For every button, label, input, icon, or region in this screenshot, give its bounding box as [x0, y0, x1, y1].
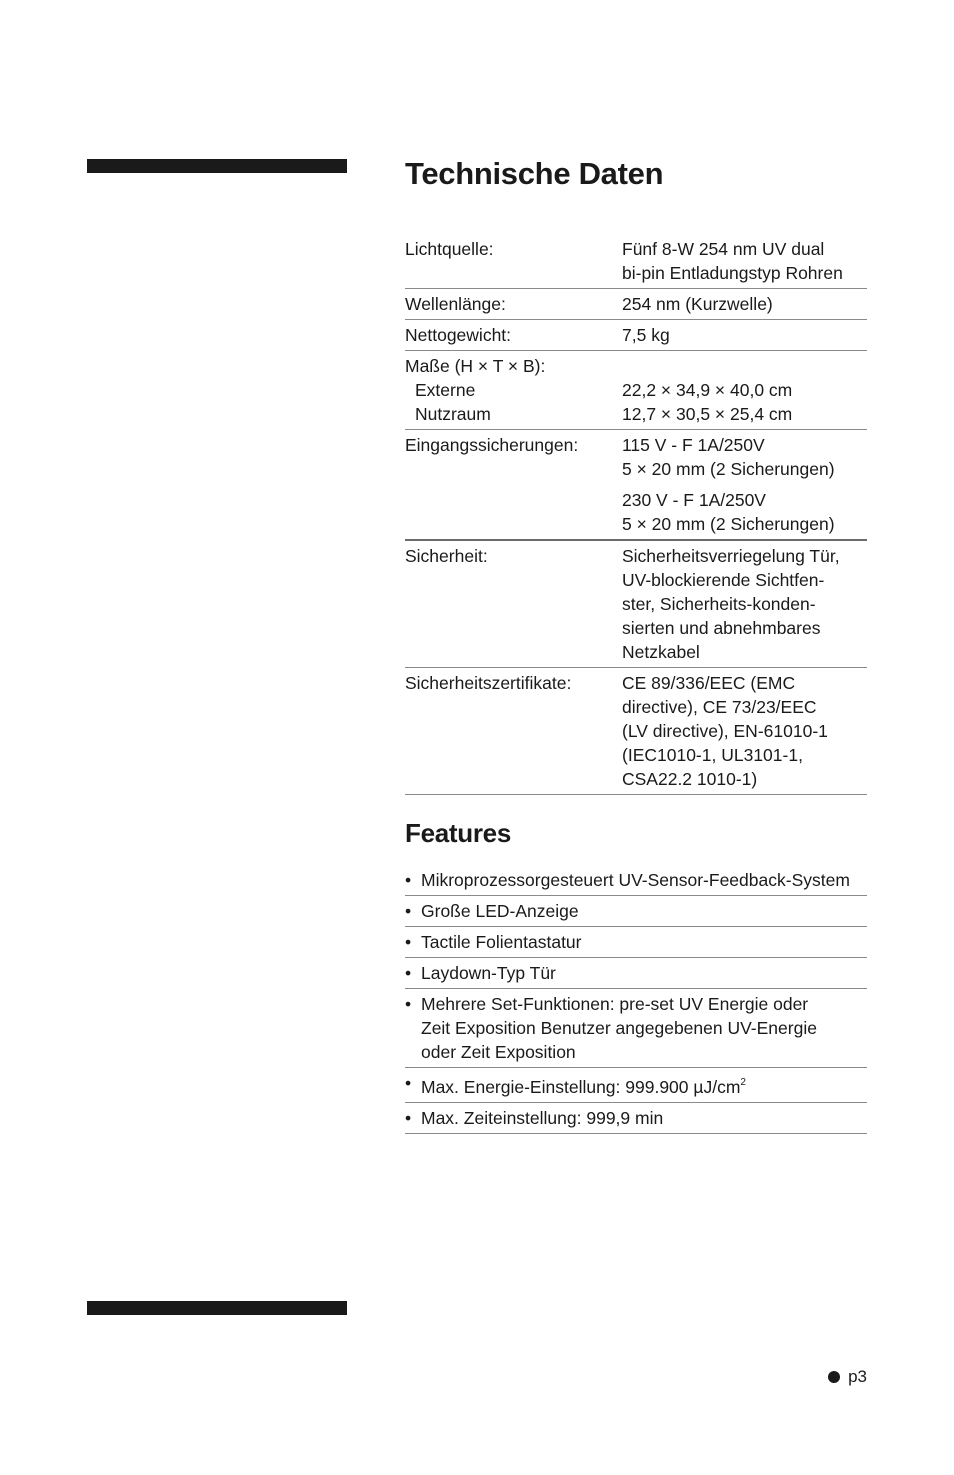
- spec-value-line: 230 V - F 1A/250V: [622, 490, 766, 510]
- spec-value: [622, 544, 867, 664]
- spec-value-line: Netzkabel: [622, 642, 700, 662]
- bullet: •: [405, 963, 412, 983]
- spec-label: Sicherheit:: [405, 546, 488, 566]
- spec-value-line: sierten und abnehmbares: [622, 618, 821, 638]
- feature-text: Große LED-Anzeige: [421, 901, 579, 921]
- spec-row-masse: [405, 351, 867, 430]
- spec-value-line: 115 V - F 1A/250V: [622, 435, 765, 455]
- features-heading: Features: [405, 818, 511, 848]
- feature-text: Laydown-Typ Tür: [421, 963, 556, 983]
- spec-value-line: Sicherheitsverriegelung Tür,: [622, 546, 840, 566]
- spec-value-line: directive), CE 73/23/EEC: [622, 697, 817, 717]
- spec-row-sicherungen: [405, 430, 867, 541]
- spec-sublabel: Externe: [415, 380, 476, 400]
- spec-label-main: Maße (H × T × B):: [405, 356, 546, 376]
- bullet: •: [405, 1108, 412, 1128]
- spec-sublabel: Nutzraum: [415, 404, 491, 424]
- feature-text-line: Zeit Exposition Benutzer angegebenen UV-Energie: [421, 1018, 817, 1038]
- page-title: Technische Daten: [405, 156, 664, 191]
- page-number: [828, 1366, 867, 1388]
- spec-label: Nettogewicht:: [405, 325, 512, 345]
- page-number-text: p3: [848, 1367, 867, 1386]
- spec-label: Lichtquelle:: [405, 239, 494, 259]
- spec-value-line: CE 89/336/EEC (EMC: [622, 673, 796, 693]
- list-item: [405, 958, 867, 989]
- spec-value: 7,5 kg: [622, 325, 670, 345]
- feature-text: Mikroprozessorgesteuert UV-Sensor-Feedback-System: [421, 870, 850, 890]
- decorative-bar-bottom: [87, 1301, 347, 1315]
- dot-icon: [828, 1371, 840, 1383]
- feature-text-line: oder Zeit Exposition: [421, 1042, 576, 1062]
- spec-table: [405, 234, 867, 795]
- spec-value: [622, 671, 867, 791]
- spec-value-line: 5 × 20 mm (2 Sicherungen): [622, 459, 835, 479]
- spec-value-line: ster, Sicherheits-konden-: [622, 594, 816, 614]
- spec-row-nettogewicht: [405, 320, 867, 351]
- spec-value: [622, 237, 867, 285]
- list-item: [405, 1068, 867, 1103]
- spec-row-lichtquelle: [405, 234, 867, 289]
- decorative-bar-top: [87, 159, 347, 173]
- main-content: [405, 150, 867, 1134]
- spec-label: Sicherheitszertifikate:: [405, 673, 572, 693]
- spec-value-line: 12,7 × 30,5 × 25,4 cm: [622, 404, 793, 424]
- spec-value-line: CSA22.2 1010-1): [622, 769, 758, 789]
- spec-value-line: 22,2 × 34,9 × 40,0 cm: [622, 380, 793, 400]
- spec-label: Wellenlänge:: [405, 294, 506, 314]
- spec-label: [405, 354, 622, 426]
- spec-value-line: 5 × 20 mm (2 Sicherungen): [622, 514, 835, 534]
- feature-list: [405, 865, 867, 1134]
- feature-text: Max. Zeiteinstellung: 999,9 min: [421, 1108, 664, 1128]
- feature-text: [421, 992, 867, 1064]
- spec-value-line: bi-pin Entladungstyp Rohren: [622, 263, 843, 283]
- spec-row-sicherheit: [405, 541, 867, 668]
- spec-row-zertifikate: [405, 668, 867, 795]
- spec-value: [622, 433, 867, 536]
- feature-text-main: Max. Energie-Einstellung: 999.900 µJ/cm: [421, 1077, 741, 1097]
- bullet: •: [405, 994, 412, 1014]
- feature-text: [421, 1071, 867, 1099]
- spec-value-line: Fünf 8-W 254 nm UV dual: [622, 239, 825, 259]
- bullet: •: [405, 1073, 412, 1093]
- bullet: •: [405, 870, 412, 890]
- list-item: [405, 989, 867, 1068]
- list-item: [405, 927, 867, 958]
- spec-value: [622, 354, 867, 426]
- bullet: •: [405, 932, 412, 952]
- feature-text-line: Mehrere Set-Funktionen: pre-set UV Energie oder: [421, 994, 809, 1014]
- spec-row-wellenlaenge: [405, 289, 867, 320]
- feature-text: Tactile Folientastatur: [421, 932, 582, 952]
- spec-value-line: (IEC1010-1, UL3101-1,: [622, 745, 803, 765]
- spec-value: 254 nm (Kurzwelle): [622, 294, 773, 314]
- spec-label: Eingangssicherungen:: [405, 435, 579, 455]
- superscript: 2: [740, 1077, 746, 1088]
- spec-value-line: (LV directive), EN-61010-1: [622, 721, 828, 741]
- bullet: •: [405, 901, 412, 921]
- list-item: [405, 865, 867, 896]
- spec-value-line: UV-blockierende Sichtfen-: [622, 570, 825, 590]
- list-item: [405, 896, 867, 927]
- list-item: [405, 1103, 867, 1134]
